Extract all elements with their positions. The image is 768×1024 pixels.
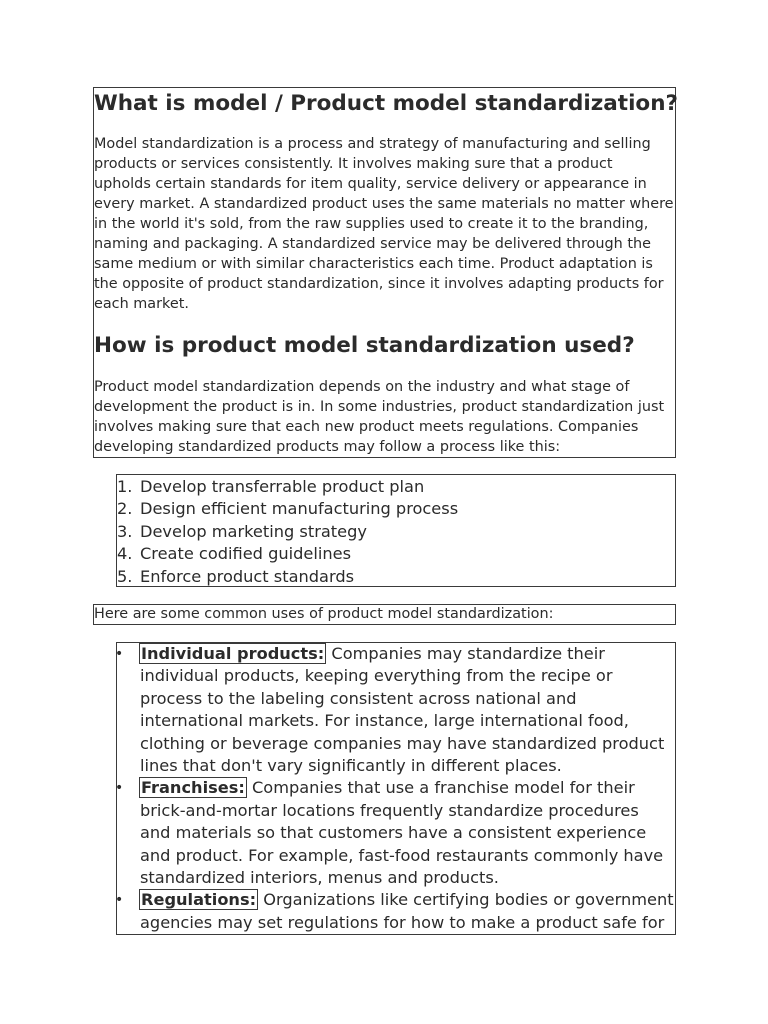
text-line: brick-and-mortar locations frequently standardize procedures — [140, 800, 639, 820]
step-text: Develop marketing strategy — [140, 521, 367, 541]
bullet-icon: • — [115, 780, 124, 797]
text-line: upholds certain standards for item quality, service delivery or appearance in — [94, 176, 647, 192]
text-line — [140, 777, 674, 799]
step-number: 1. — [117, 477, 133, 496]
process-steps-list — [117, 476, 458, 588]
section-heading: How is product model standardization used? — [94, 333, 635, 358]
text-line: in the world it's sold, from the raw supplies used to create it to the branding, — [94, 216, 649, 232]
step-number: 4. — [117, 544, 133, 564]
text-line: every market. A standardized product uses the same materials no matter where — [94, 196, 674, 212]
text-line: same medium or with similar characteristics each time. Product adaptation is — [94, 256, 653, 272]
text-line: process to the labeling consistent across national and — [140, 688, 577, 708]
step-text: Enforce product standards — [140, 566, 355, 586]
list-item — [117, 566, 458, 588]
uses-box — [116, 642, 676, 935]
uses-list — [117, 643, 674, 934]
step-number: 5. — [117, 566, 133, 586]
use-term: Franchises: — [141, 778, 245, 798]
text-line: clothing or beverage companies may have standardized product — [140, 733, 665, 753]
use-text: Companies may standardize their — [326, 644, 605, 663]
list-item — [117, 498, 458, 520]
text-line: individual products, keeping everything from the recipe or — [140, 666, 613, 686]
text-line: the opposite of product standardization, since it involves adapting products for — [94, 276, 664, 292]
text-line — [140, 643, 674, 665]
text-line: lines that don't vary significantly in different places. — [140, 756, 562, 776]
list-item — [117, 476, 458, 498]
list-item — [117, 543, 458, 565]
step-text: Design efficient manufacturing process — [140, 499, 459, 519]
text-line: and product. For example, fast-food restaurants commonly have — [140, 845, 664, 865]
text-line: agencies may set regulations for how to make a product safe for — [140, 912, 665, 932]
bullet-icon: • — [115, 646, 124, 662]
use-text: Organizations like certifying bodies or government — [258, 890, 674, 910]
list-item — [117, 643, 674, 777]
use-text: Companies that use a franchise model for their — [246, 778, 635, 798]
bullet-icon: • — [115, 892, 124, 909]
text-line: and materials so that customers have a consistent experience — [140, 823, 647, 843]
step-number: 3. — [117, 521, 133, 541]
text-line: naming and packaging. A standardized service may be delivered through the — [94, 236, 651, 252]
list-item — [117, 521, 458, 543]
uses-intro-text: Here are some common uses of product model standardization: — [94, 606, 554, 622]
step-text: Create codified guidelines — [140, 544, 351, 564]
text-line: developing standardized products may follow a process like this: — [94, 439, 561, 455]
section-heading: What is model / Product model standardization? — [94, 91, 678, 116]
text-line: development the product is in. In some industries, product standardization just — [94, 399, 665, 415]
list-item — [117, 777, 674, 889]
text-line — [140, 889, 674, 911]
text-line: Model standardization is a process and strategy of manufacturing and selling — [94, 136, 651, 152]
text-line: international markets. For instance, large international food, — [140, 711, 629, 731]
standardization-section — [93, 87, 676, 458]
text-line: each market. — [94, 296, 189, 312]
use-term: Regulations: — [141, 890, 257, 910]
uses-intro-box — [93, 604, 676, 625]
text-line: standardized interiors, menus and products. — [140, 868, 499, 888]
process-steps-box — [116, 474, 676, 587]
step-text: Develop transferrable product plan — [140, 477, 425, 496]
use-term: Individual products: — [141, 644, 325, 663]
text-line: products or services consistently. It involves making sure that a product — [94, 156, 613, 172]
step-number: 2. — [117, 499, 133, 519]
list-item — [117, 889, 674, 934]
text-line: involves making sure that each new product meets regulations. Companies — [94, 419, 639, 435]
text-line: Product model standardization depends on the industry and what stage of — [94, 379, 630, 395]
definition-paragraph — [94, 134, 674, 314]
usage-paragraph — [94, 377, 664, 457]
